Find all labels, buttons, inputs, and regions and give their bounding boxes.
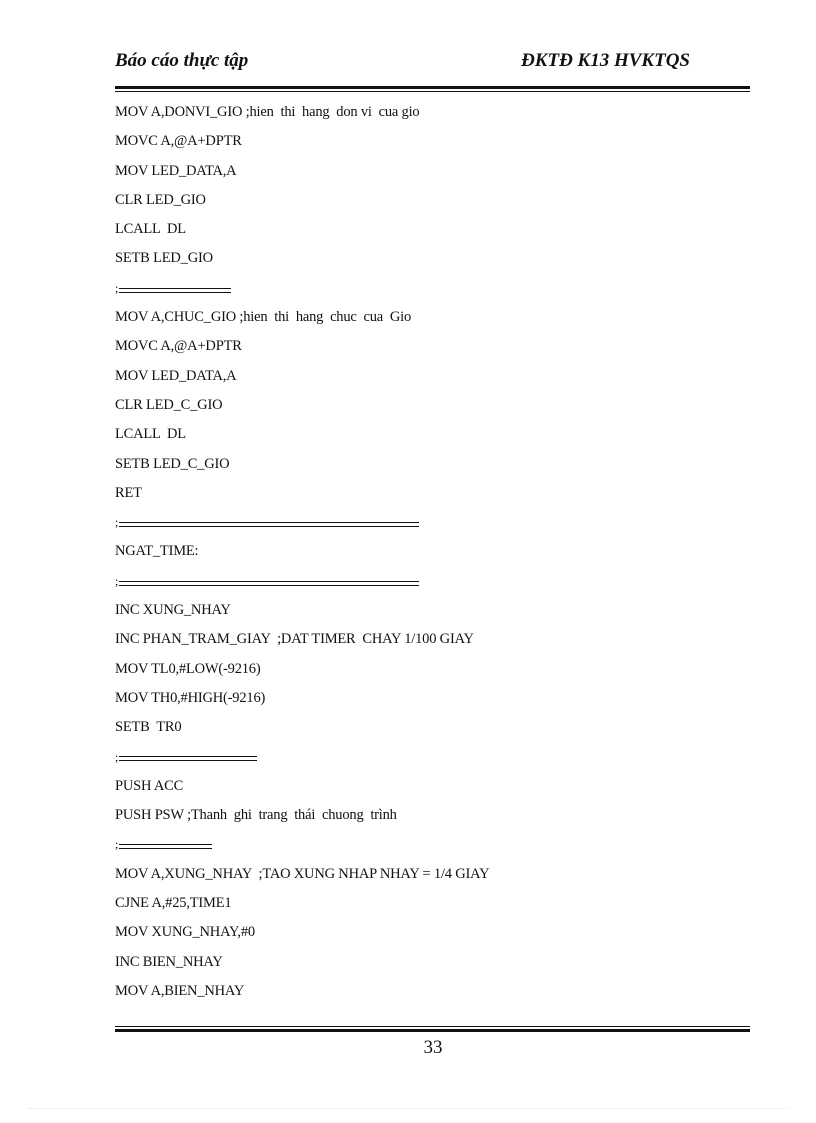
code-line: SETB LED_GIO xyxy=(115,250,213,267)
comment-separator xyxy=(115,510,755,539)
code-line: MOV TL0,#LOW(-9216) xyxy=(115,660,261,677)
code-line: INC BIEN_NHAY xyxy=(115,953,223,970)
code-line: PUSH ACC xyxy=(115,777,184,794)
code-line: CJNE A,#25,TIME1 xyxy=(115,895,232,912)
header-title-left: Báo cáo thực tập xyxy=(115,50,249,71)
code-listing xyxy=(115,100,755,1008)
code-line: SETB TR0 xyxy=(115,719,182,736)
separator-bar xyxy=(119,522,419,527)
code-line: MOV LED_DATA,A xyxy=(115,367,237,384)
header-title-right: ĐKTĐ K13 HVKTQS xyxy=(521,50,690,71)
header-rule xyxy=(115,86,750,92)
separator-bar xyxy=(119,756,257,761)
code-line: CLR LED_GIO xyxy=(115,191,206,208)
code-line: INC PHAN_TRAM_GIAY ;DAT TIMER CHAY 1/100 GIAY xyxy=(115,631,474,648)
page-border xyxy=(28,1108,788,1109)
code-line: LCALL DL xyxy=(115,221,186,238)
comment-separator xyxy=(115,276,755,305)
code-line: RET xyxy=(115,484,142,501)
separator-bar xyxy=(119,581,419,586)
code-line: INC XUNG_NHAY xyxy=(115,602,231,619)
code-line: MOVC A,@A+DPTR xyxy=(115,338,242,355)
separator-semicolon: ; xyxy=(115,837,119,852)
separator-bar xyxy=(119,288,231,293)
code-line: LCALL DL xyxy=(115,426,186,443)
code-line: MOV A,XUNG_NHAY ;TAO XUNG NHAP NHAY = 1/4 GIAY xyxy=(115,865,490,882)
code-line: MOV TH0,#HIGH(-9216) xyxy=(115,689,266,706)
footer-rule xyxy=(115,1026,750,1032)
code-line: NGAT_TIME: xyxy=(115,543,199,560)
code-line: SETB LED_C_GIO xyxy=(115,455,230,472)
comment-separator xyxy=(115,745,755,774)
separator-semicolon: ; xyxy=(115,573,119,588)
code-line: MOVC A,@A+DPTR xyxy=(115,133,242,150)
code-line: PUSH PSW ;Thanh ghi trang thái chuong trình xyxy=(115,807,397,824)
code-line: MOV A,CHUC_GIO ;hien thi hang chuc cua Gio xyxy=(115,309,412,326)
separator-semicolon: ; xyxy=(115,749,119,764)
comment-separator xyxy=(115,569,755,598)
code-line: MOV LED_DATA,A xyxy=(115,162,237,179)
code-line: CLR LED_C_GIO xyxy=(115,396,223,413)
separator-semicolon: ; xyxy=(115,515,119,530)
separator-bar xyxy=(119,844,212,849)
page-header xyxy=(115,50,750,80)
separator-semicolon: ; xyxy=(115,280,119,295)
code-line: MOV A,BIEN_NHAY xyxy=(115,982,245,999)
code-line: MOV A,DONVI_GIO ;hien thi hang don vi cua gio xyxy=(115,104,420,120)
comment-separator xyxy=(115,832,755,861)
page-number: 33 xyxy=(423,1037,443,1058)
code-line: MOV XUNG_NHAY,#0 xyxy=(115,924,255,941)
